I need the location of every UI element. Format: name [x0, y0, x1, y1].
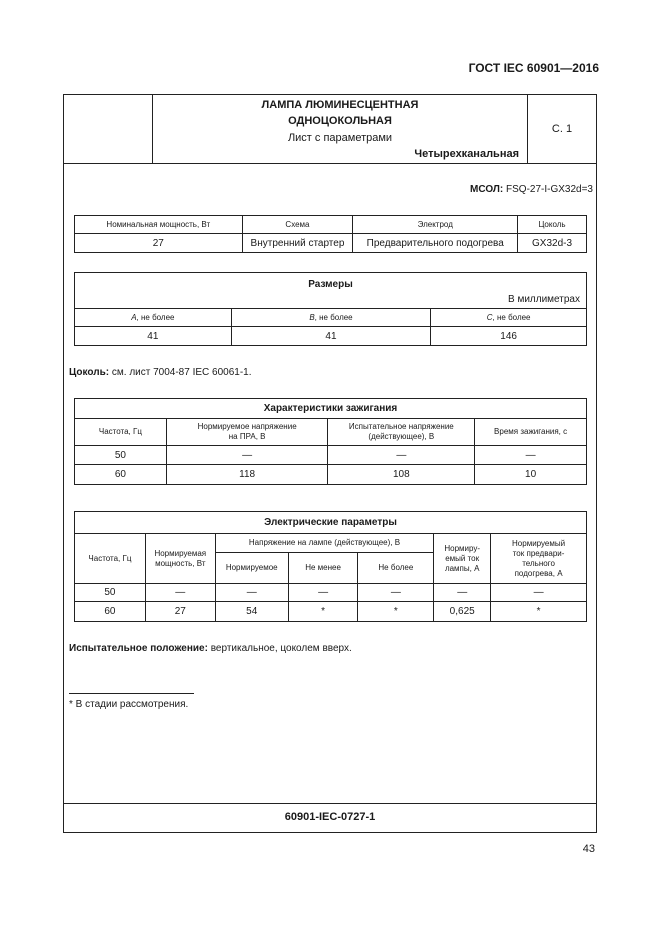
ignition-table [74, 398, 587, 485]
ign-cell: 60 [75, 465, 167, 485]
test-position-label: Испытательное положение: [69, 643, 208, 654]
header-scheme: Схема [242, 216, 353, 234]
el-cell: — [358, 584, 434, 602]
footer-code: 60901-IEC-0727-1 [284, 811, 376, 823]
cell-dim-a: 41 [75, 327, 232, 346]
lamp-title-line2: ОДНОЦОКОЛЬНАЯ [288, 115, 392, 127]
lamp-title-line1: ЛАМПА ЛЮМИНЕСЦЕНТНАЯ [261, 99, 419, 111]
mcol-line [470, 184, 593, 195]
el-cell: — [145, 584, 215, 602]
lamp-variant: Четырехканальная [414, 148, 519, 160]
cap-label: Цоколь: [69, 367, 110, 378]
cap-text: см. лист 7004-87 IEC 60061-1. [111, 367, 252, 378]
header-electrode: Электрод [353, 216, 518, 234]
header-dim-a: A, не более [75, 309, 232, 327]
el-cell: 60 [75, 602, 146, 622]
footer-divider [63, 803, 597, 804]
ign-header-test-voltage: Испытательное напряжение (действующее), В [328, 419, 475, 446]
el-header-max: Не более [358, 553, 434, 584]
footnote: * В стадии рассмотрения. [69, 699, 189, 710]
el-header-nominal: Нормируемое [215, 553, 288, 584]
ign-cell: 118 [166, 465, 328, 485]
header-power: Номинальная мощность, Вт [75, 216, 243, 234]
el-cell: 54 [215, 602, 288, 622]
el-header-freq: Частота, Гц [75, 534, 146, 584]
electrical-table [74, 511, 587, 622]
ign-cell: 10 [475, 465, 587, 485]
main-params-table [74, 215, 587, 253]
test-position-line [69, 643, 352, 654]
el-cell: — [215, 584, 288, 602]
standard-title: ГОСТ IEC 60901—2016 [468, 61, 599, 75]
el-cell: * [358, 602, 434, 622]
el-cell: * [288, 602, 358, 622]
cap-line [69, 367, 252, 378]
el-header-min: Не менее [288, 553, 358, 584]
el-cell: — [288, 584, 358, 602]
cell-scheme: Внутренний стартер [242, 234, 353, 253]
el-header-power: Нормируемая мощность, Вт [145, 534, 215, 584]
ign-cell: 108 [328, 465, 475, 485]
dimensions-table [74, 272, 587, 346]
page-number: 43 [582, 843, 595, 855]
dims-unit: В миллиметрах [508, 294, 580, 305]
el-cell: — [434, 584, 491, 602]
ign-cell: — [328, 446, 475, 465]
el-header-current: Нормиру- емый ток лампы, А [434, 534, 491, 584]
cell-electrode: Предварительного подогрева [353, 234, 518, 253]
ign-header-freq: Частота, Гц [75, 419, 167, 446]
ignition-title: Характеристики зажигания [75, 399, 587, 419]
mcol-label: МСОЛ: [470, 184, 504, 195]
el-cell: — [491, 584, 587, 602]
el-cell: 50 [75, 584, 146, 602]
cell-power: 27 [75, 234, 243, 253]
cell-dim-c: 146 [431, 327, 587, 346]
header-cap: Цоколь [518, 216, 587, 234]
ign-cell: 50 [75, 446, 167, 465]
footnote-divider [69, 693, 194, 694]
lamp-subtitle: Лист с параметрами [287, 132, 393, 144]
ign-cell: — [475, 446, 587, 465]
electrical-title: Электрические параметры [75, 512, 587, 534]
dims-title: Размеры [308, 279, 353, 290]
ign-cell: — [166, 446, 328, 465]
cell-dim-b: 41 [231, 327, 431, 346]
el-header-voltage: Напряжение на лампе (действующее), В [215, 534, 433, 553]
el-header-preheat: Нормируемый ток предвари- тельного подогрева, А [491, 534, 587, 584]
mcol-value: FSQ-27-I-GX32d=3 [506, 184, 593, 195]
test-position-text: вертикальное, цоколем вверх. [210, 643, 352, 654]
ign-header-time: Время зажигания, с [475, 419, 587, 446]
el-cell: * [491, 602, 587, 622]
header-dim-c: C, не более [431, 309, 587, 327]
header-dim-b: B, не более [231, 309, 431, 327]
el-cell: 0,625 [434, 602, 491, 622]
cell-cap: GX32d-3 [518, 234, 587, 253]
el-cell: 27 [145, 602, 215, 622]
header-block [63, 94, 597, 164]
sheet-number: С. 1 [551, 123, 573, 135]
ign-header-voltage: Нормируемое напряжение на ПРА, В [166, 419, 328, 446]
